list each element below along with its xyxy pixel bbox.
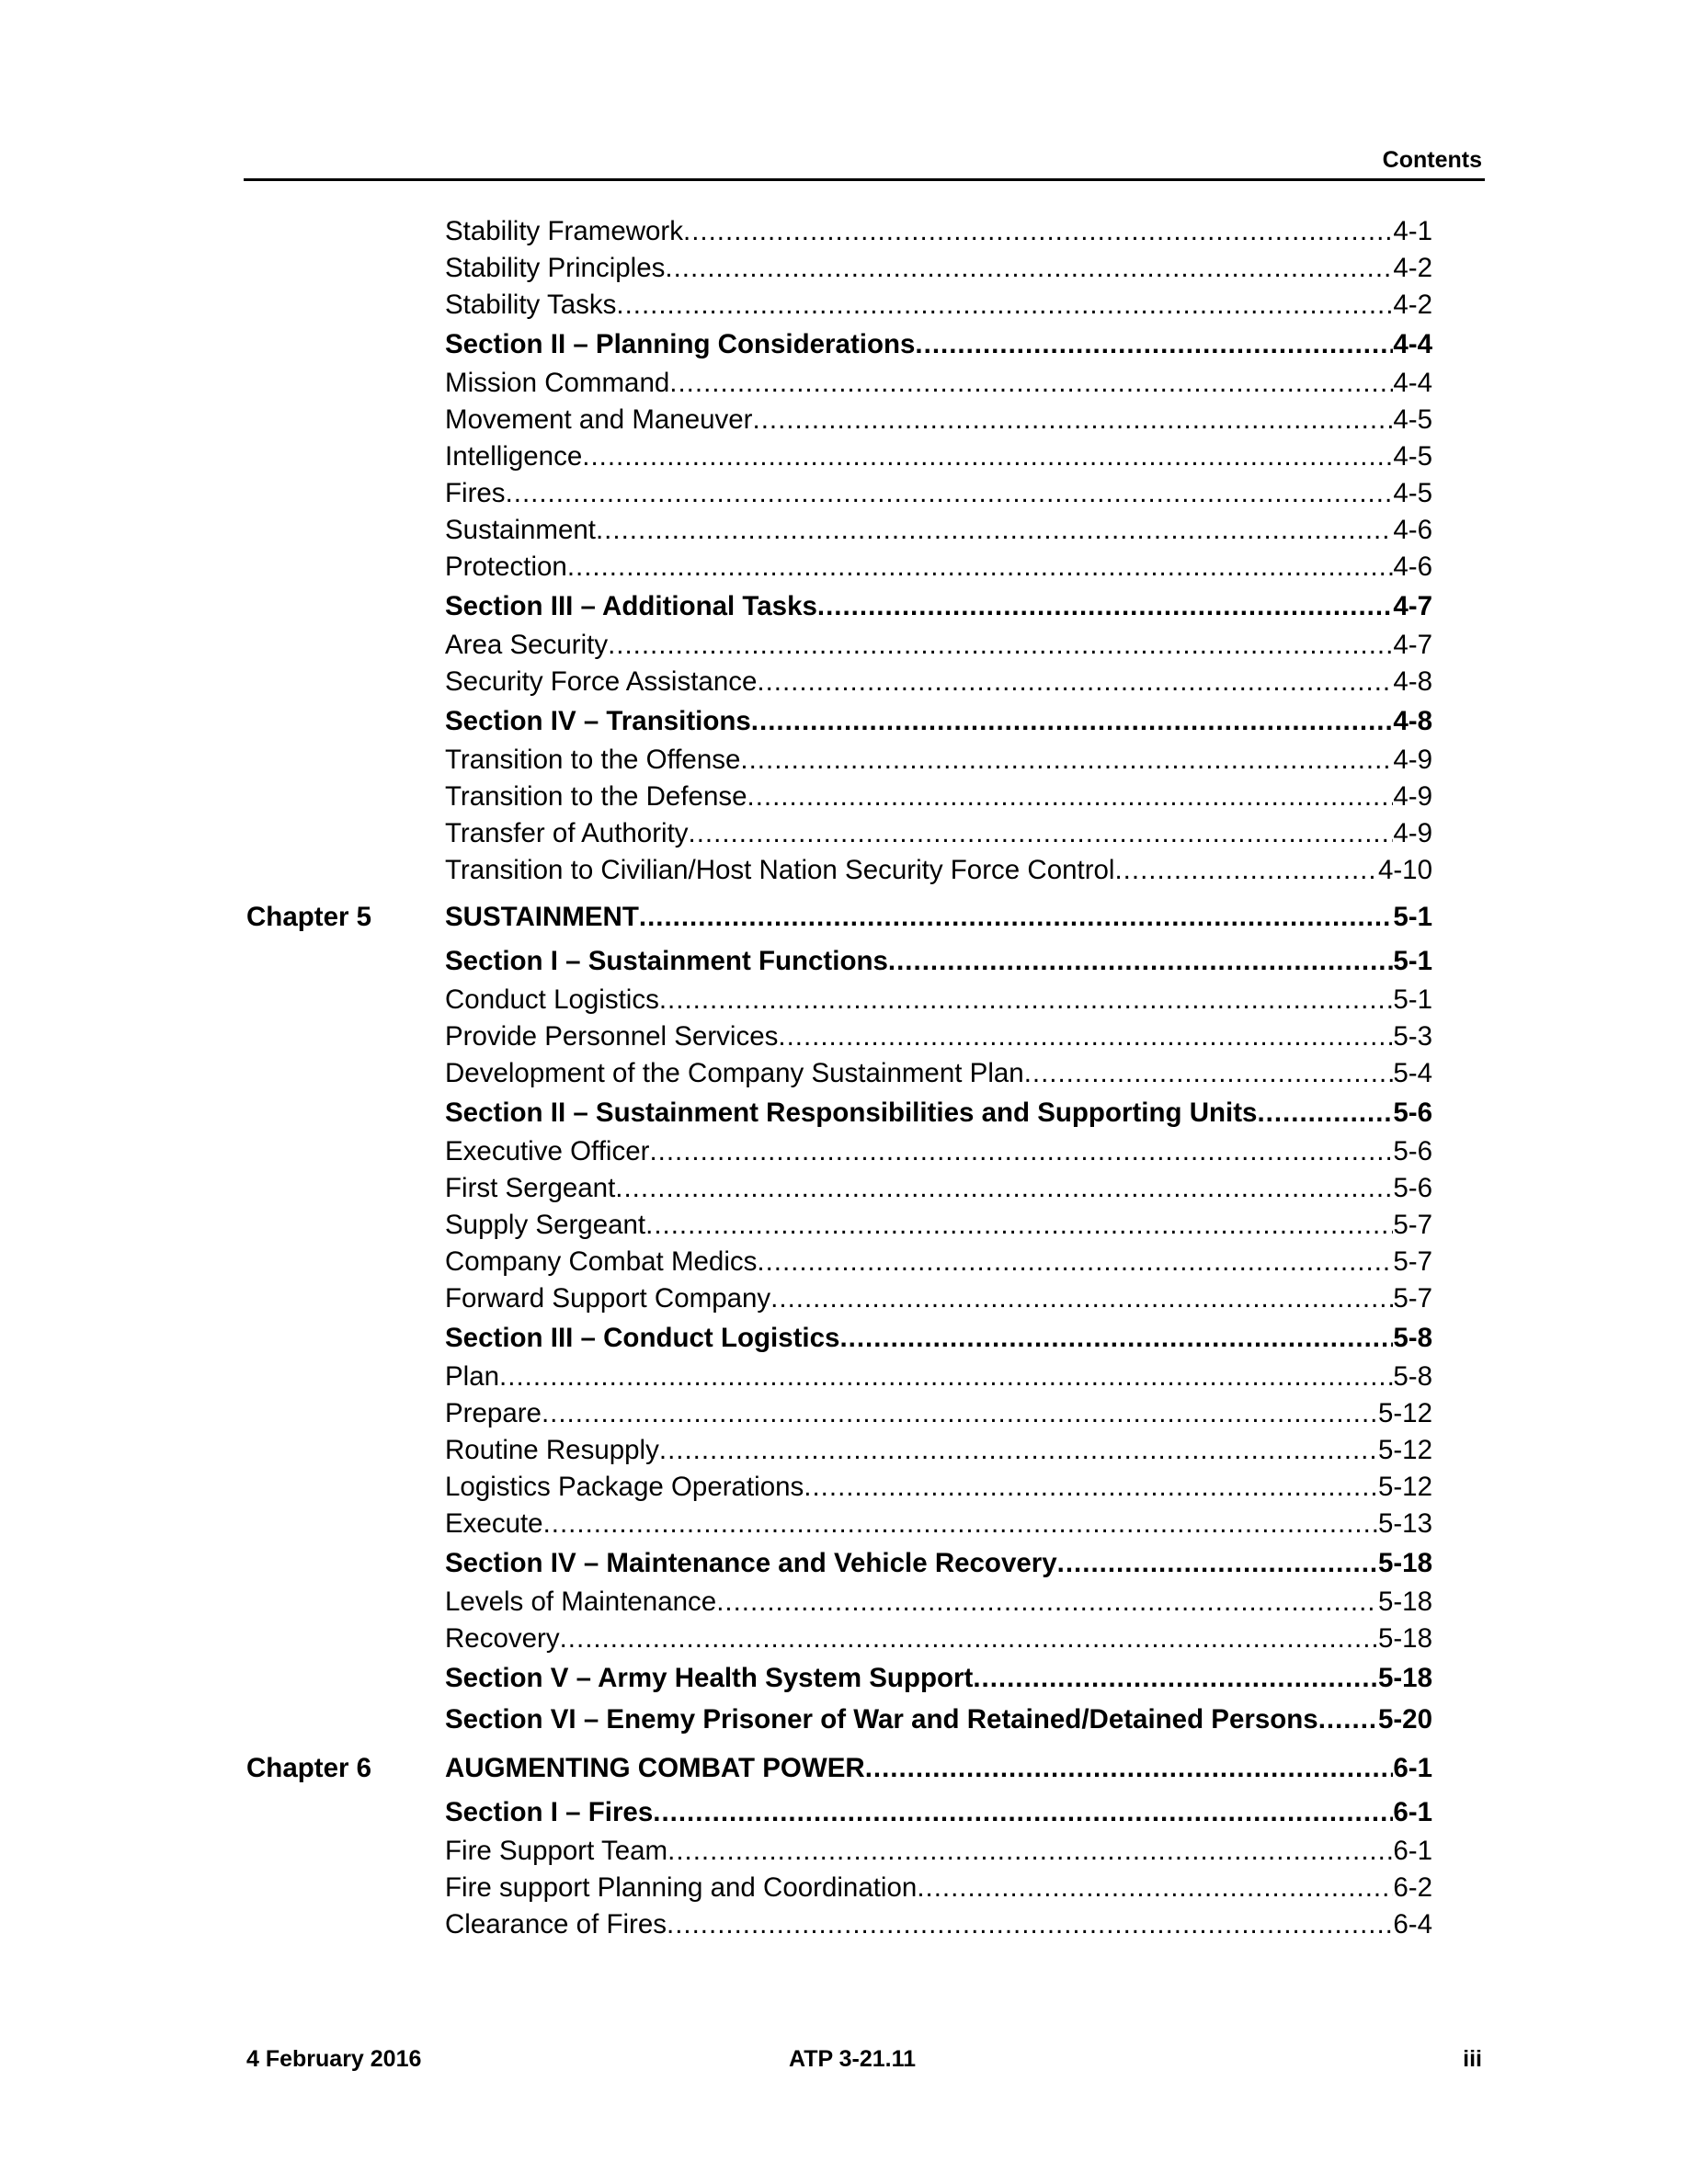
toc-chapter-label: Chapter 5 — [246, 902, 372, 932]
dot-leader — [778, 1018, 1393, 1055]
dot-leader — [649, 1133, 1393, 1170]
toc-title: Section II – Planning Considerations — [445, 329, 916, 359]
toc-entry-row — [246, 1170, 1432, 1207]
toc-entry-row — [246, 549, 1432, 586]
dot-leader — [667, 1906, 1393, 1943]
toc-title: Prepare — [445, 1398, 542, 1428]
toc-title: Routine Resupply — [445, 1435, 659, 1465]
toc-entry-row — [246, 402, 1432, 438]
toc-page-number: 5-4 — [1393, 1058, 1432, 1088]
toc-title: Logistics Package Operations — [445, 1472, 804, 1502]
toc-entry — [445, 1833, 1432, 1870]
dot-leader — [1114, 852, 1377, 889]
toc-page-number: 5-18 — [1377, 1623, 1432, 1654]
toc-page-number: 5-1 — [1393, 902, 1432, 932]
dot-leader — [659, 1432, 1378, 1469]
toc-title: Levels of Maintenance — [445, 1587, 717, 1617]
dot-leader — [1024, 1055, 1394, 1092]
toc-page-number: 4-5 — [1393, 441, 1432, 472]
toc-title: Supply Sergeant — [445, 1210, 646, 1240]
toc-page-number: 4-9 — [1393, 781, 1432, 812]
toc-section-row — [246, 1317, 1432, 1359]
toc-page-number: 6-4 — [1393, 1909, 1432, 1939]
toc-entry-row — [246, 1906, 1432, 1943]
toc-title: Clearance of Fires — [445, 1909, 667, 1939]
toc-title: Transfer of Authority — [445, 818, 689, 848]
toc-entry-row — [246, 1432, 1432, 1469]
toc-entry — [445, 1657, 1432, 1699]
toc-entry-row — [246, 1870, 1432, 1906]
toc-page-number: 4-9 — [1393, 745, 1432, 775]
toc-entry — [445, 1018, 1432, 1055]
dot-leader — [616, 287, 1393, 324]
toc-entry-row — [246, 250, 1432, 287]
dot-leader — [567, 549, 1394, 586]
toc-entry — [445, 664, 1432, 700]
dot-leader — [753, 402, 1394, 438]
toc-title: Section III – Additional Tasks — [445, 591, 817, 621]
toc-entry — [445, 1792, 1432, 1833]
toc-entry — [445, 1699, 1432, 1740]
dot-leader — [667, 1833, 1393, 1870]
toc-entry — [445, 700, 1432, 742]
toc-entry — [445, 815, 1432, 852]
toc-page-number: 4-5 — [1393, 404, 1432, 435]
toc-page-number: 6-1 — [1393, 1797, 1432, 1827]
toc-entry — [445, 1584, 1432, 1621]
dot-leader — [560, 1621, 1378, 1657]
toc-page-number: 4-2 — [1393, 290, 1432, 320]
dot-leader — [543, 1506, 1378, 1542]
toc-page-number: 4-2 — [1393, 253, 1432, 283]
dot-leader — [839, 1317, 1393, 1359]
toc-entry-row — [246, 627, 1432, 664]
toc-section-row — [246, 1699, 1432, 1740]
toc-page-number: 5-7 — [1393, 1283, 1432, 1314]
toc-section-row — [246, 324, 1432, 365]
toc-title: Executive Officer — [445, 1136, 650, 1166]
toc-entry — [445, 779, 1432, 815]
toc-page-number: 4-1 — [1393, 216, 1432, 246]
toc-section-row — [246, 1792, 1432, 1833]
toc-page-number: 4-4 — [1393, 368, 1432, 398]
toc-page-number: 6-1 — [1393, 1836, 1432, 1866]
toc-title: Stability Principles — [445, 253, 666, 283]
toc-title: Section VI – Enemy Prisoner of War and Retained/Detained Persons — [445, 1704, 1318, 1735]
toc-entry-row — [246, 742, 1432, 779]
dot-leader — [770, 1280, 1393, 1317]
toc-entry-row — [246, 365, 1432, 402]
toc-page-number: 4-6 — [1393, 515, 1432, 545]
toc-title: Transition to the Offense — [445, 745, 741, 775]
toc-title: Fire Support Team — [445, 1836, 668, 1866]
toc-section-row — [246, 940, 1432, 982]
toc-page-number: 5-1 — [1393, 984, 1432, 1015]
toc-entry-row — [246, 664, 1432, 700]
dot-leader — [506, 475, 1394, 512]
toc-section-row — [246, 1542, 1432, 1584]
toc-page-number: 4-7 — [1393, 591, 1432, 621]
toc-page-number: 4-5 — [1393, 478, 1432, 508]
toc-section-row — [246, 700, 1432, 742]
dot-leader — [639, 894, 1393, 940]
toc-entry-row — [246, 287, 1432, 324]
toc-entry-row — [246, 438, 1432, 475]
toc-entry — [445, 1469, 1432, 1506]
toc-entry — [445, 1621, 1432, 1657]
toc-title: AUGMENTING COMBAT POWER — [445, 1753, 865, 1783]
dot-leader — [582, 438, 1393, 475]
dot-leader — [499, 1359, 1393, 1395]
dot-leader — [669, 365, 1393, 402]
toc-entry — [445, 742, 1432, 779]
dot-leader — [596, 512, 1393, 549]
toc-section-row — [246, 1092, 1432, 1133]
toc-title: Section V – Army Health System Support — [445, 1663, 974, 1693]
toc-entry — [445, 1317, 1432, 1359]
toc-page-number: 5-3 — [1393, 1021, 1432, 1052]
dot-leader — [1318, 1699, 1378, 1740]
toc-page-number: 5-12 — [1377, 1472, 1432, 1502]
toc-entry-row — [246, 475, 1432, 512]
toc-entry — [445, 586, 1432, 627]
dot-leader — [917, 1870, 1393, 1906]
toc-title: Forward Support Company — [445, 1283, 771, 1314]
toc-entry — [445, 475, 1432, 512]
toc-entry-row — [246, 1469, 1432, 1506]
toc-entry-row — [246, 852, 1432, 889]
header-rule — [244, 178, 1485, 181]
toc-page-number: 5-8 — [1393, 1323, 1432, 1353]
dot-leader — [665, 250, 1393, 287]
dot-leader — [747, 779, 1394, 815]
toc-entry — [445, 1244, 1432, 1280]
toc-entry — [445, 438, 1432, 475]
toc-page-number: 5-6 — [1393, 1173, 1432, 1203]
toc-page-number: 5-13 — [1377, 1508, 1432, 1539]
toc-title: Fires — [445, 478, 506, 508]
toc-title: Section II – Sustainment Responsibilities and Supporting Units — [445, 1098, 1258, 1128]
toc-page-number: 5-18 — [1377, 1548, 1432, 1578]
footer-doc-id: ATP 3-21.11 — [789, 2046, 917, 2072]
toc-page-number: 4-7 — [1393, 630, 1432, 660]
toc-title: Fire support Planning and Coordination — [445, 1872, 918, 1903]
toc-page-number: 4-4 — [1393, 329, 1432, 359]
toc-entry — [445, 1055, 1432, 1092]
toc-entry — [445, 1395, 1432, 1432]
footer-date: 4 February 2016 — [246, 2046, 422, 2072]
toc-entry — [445, 1092, 1432, 1133]
toc-page-number: 6-1 — [1393, 1753, 1432, 1783]
toc-title: Execute — [445, 1508, 543, 1539]
toc-page-number: 5-1 — [1393, 946, 1432, 976]
toc-page-number: 4-9 — [1393, 818, 1432, 848]
toc-title: Plan — [445, 1361, 500, 1392]
dot-leader — [645, 1207, 1393, 1244]
toc-entry — [445, 1506, 1432, 1542]
toc-entry — [445, 365, 1432, 402]
dot-leader — [973, 1657, 1378, 1699]
toc-page-number: 6-2 — [1393, 1872, 1432, 1903]
toc-entry-row — [246, 815, 1432, 852]
dot-leader — [653, 1792, 1393, 1833]
toc-title: Provide Personnel Services — [445, 1021, 779, 1052]
toc-page-number: 5-12 — [1377, 1398, 1432, 1428]
toc-entry-row — [246, 982, 1432, 1018]
toc-entry — [445, 1870, 1432, 1906]
toc-page-number: 5-18 — [1377, 1587, 1432, 1617]
dot-leader — [615, 1170, 1393, 1207]
toc-page-number: 4-8 — [1393, 666, 1432, 697]
dot-leader — [1057, 1542, 1378, 1584]
toc-entry — [445, 1906, 1432, 1943]
toc-title: Intelligence — [445, 441, 583, 472]
dot-leader — [689, 815, 1394, 852]
dot-leader — [1257, 1092, 1393, 1133]
dot-leader — [817, 586, 1393, 627]
toc-entry — [445, 1170, 1432, 1207]
dot-leader — [751, 700, 1394, 742]
toc-title: First Sergeant — [445, 1173, 616, 1203]
toc-entry — [445, 402, 1432, 438]
toc-page-number: 5-6 — [1393, 1136, 1432, 1166]
toc-page-number: 5-20 — [1377, 1704, 1432, 1735]
toc-entry-row — [246, 1244, 1432, 1280]
toc-title: Section IV – Transitions — [445, 706, 751, 736]
toc-page-number: 5-6 — [1393, 1098, 1432, 1128]
toc-entry — [445, 512, 1432, 549]
toc-title: Mission Command — [445, 368, 670, 398]
toc-title: Recovery — [445, 1623, 560, 1654]
dot-leader — [683, 213, 1393, 250]
toc-chapter-label: Chapter 6 — [246, 1753, 372, 1783]
toc-entry-row — [246, 1584, 1432, 1621]
toc-title: Section I – Sustainment Functions — [445, 946, 888, 976]
toc-title: Section I – Fires — [445, 1797, 654, 1827]
toc-chapter-row — [246, 1746, 1432, 1792]
toc-entry — [445, 287, 1432, 324]
toc-entry-row — [246, 1621, 1432, 1657]
toc-entry — [445, 549, 1432, 586]
toc-title: Security Force Assistance — [445, 666, 758, 697]
dot-leader — [608, 627, 1393, 664]
toc-entry-row — [246, 1833, 1432, 1870]
toc-entry-row — [246, 1395, 1432, 1432]
toc-entry — [445, 627, 1432, 664]
toc-entry-row — [246, 1018, 1432, 1055]
toc-entry — [445, 1542, 1432, 1584]
toc-title: Transition to Civilian/Host Nation Security Force Control — [445, 855, 1115, 885]
toc-title: Section IV – Maintenance and Vehicle Recovery — [445, 1548, 1057, 1578]
running-header: Contents — [1382, 147, 1482, 173]
toc-section-row — [246, 1657, 1432, 1699]
toc-title: Transition to the Defense — [445, 781, 747, 812]
table-of-contents — [246, 213, 1432, 1943]
toc-entry-row — [246, 1280, 1432, 1317]
toc-entry-row — [246, 1055, 1432, 1092]
toc-title: Stability Tasks — [445, 290, 617, 320]
dot-leader — [659, 982, 1394, 1018]
toc-title: Development of the Company Sustainment Plan — [445, 1058, 1024, 1088]
toc-chapter-row — [246, 894, 1432, 940]
toc-entry-row — [246, 1359, 1432, 1395]
toc-entry — [445, 1207, 1432, 1244]
toc-section-row — [246, 586, 1432, 627]
dot-leader — [757, 1244, 1393, 1280]
toc-entry-row — [246, 779, 1432, 815]
dot-leader — [915, 324, 1393, 365]
toc-page-number: 4-10 — [1377, 855, 1432, 885]
toc-title: Protection — [445, 552, 567, 582]
toc-page-number: 5-8 — [1393, 1361, 1432, 1392]
toc-title: Company Combat Medics — [445, 1246, 758, 1277]
dot-leader — [804, 1469, 1378, 1506]
toc-page-number: 5-7 — [1393, 1246, 1432, 1277]
toc-title: Stability Framework — [445, 216, 684, 246]
toc-title: Area Security — [445, 630, 609, 660]
dot-leader — [888, 940, 1393, 982]
footer-page-number: iii — [1463, 2046, 1482, 2072]
toc-entry — [445, 1133, 1432, 1170]
toc-title: SUSTAINMENT — [445, 902, 639, 932]
toc-entry — [445, 940, 1432, 982]
dot-leader — [716, 1584, 1378, 1621]
toc-entry-row — [246, 512, 1432, 549]
toc-entry — [445, 324, 1432, 365]
toc-entry-row — [246, 213, 1432, 250]
toc-title: Sustainment — [445, 515, 596, 545]
toc-title: Movement and Maneuver — [445, 404, 753, 435]
toc-entry — [445, 852, 1432, 889]
toc-entry-row — [246, 1133, 1432, 1170]
toc-page-number: 5-18 — [1377, 1663, 1432, 1693]
toc-title: Conduct Logistics — [445, 984, 659, 1015]
toc-page-number: 4-6 — [1393, 552, 1432, 582]
toc-page-number: 4-8 — [1393, 706, 1432, 736]
toc-page-number: 5-7 — [1393, 1210, 1432, 1240]
dot-leader — [542, 1395, 1378, 1432]
toc-entry — [445, 213, 1432, 250]
toc-entry — [445, 1359, 1432, 1395]
toc-title: Section III – Conduct Logistics — [445, 1323, 840, 1353]
toc-entry-row — [246, 1506, 1432, 1542]
toc-entry — [445, 1746, 1432, 1792]
toc-entry — [445, 1432, 1432, 1469]
toc-entry — [445, 1280, 1432, 1317]
dot-leader — [865, 1746, 1394, 1792]
toc-entry — [445, 982, 1432, 1018]
toc-page-number: 5-12 — [1377, 1435, 1432, 1465]
toc-entry-row — [246, 1207, 1432, 1244]
toc-entry — [445, 250, 1432, 287]
dot-leader — [757, 664, 1393, 700]
toc-entry — [445, 894, 1432, 940]
dot-leader — [740, 742, 1393, 779]
